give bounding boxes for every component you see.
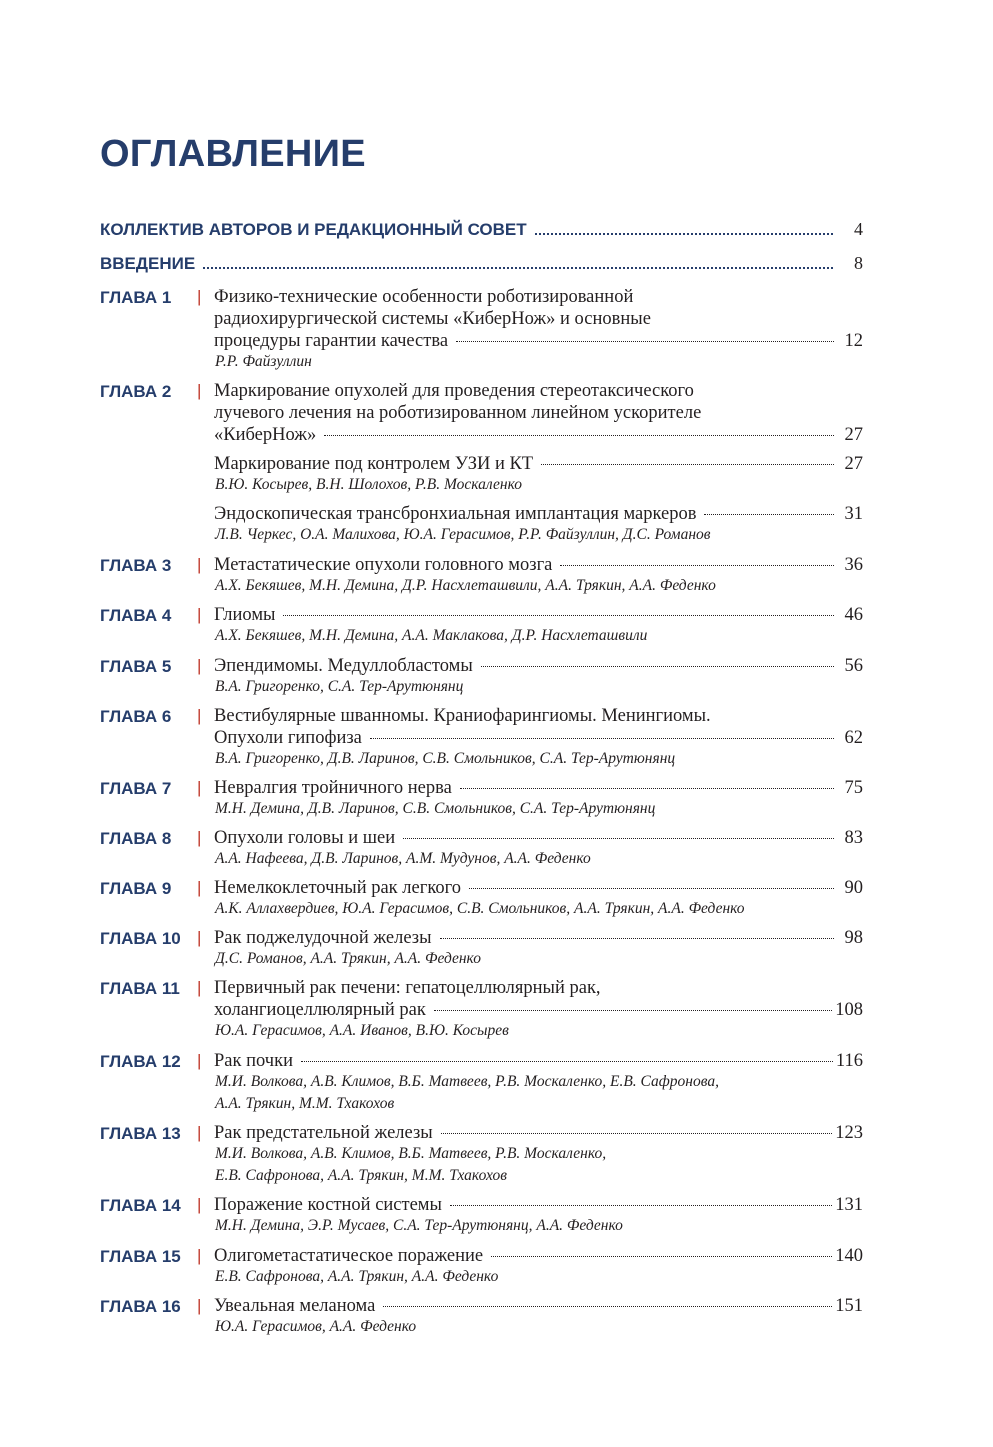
subsection-authors: В.Ю. Косырев, В.Н. Шолохов, Р.В. Москаленко: [215, 476, 523, 493]
page-number: 75: [844, 778, 863, 798]
toc-entry-introduction[interactable]: [100, 253, 863, 274]
entry-title: Невралгия тройничного нерва: [214, 778, 452, 798]
dot-leader: [383, 1306, 832, 1307]
dot-leader: [203, 267, 833, 269]
entry-title: Глиомы: [214, 605, 276, 625]
entry-title: Опухоли головы и шеи: [214, 828, 396, 848]
chapter-title-line[interactable]: Вестибулярные шванномы. Краниофарингиомы. Менингиомы.: [214, 706, 711, 726]
toc-entry-authors-board[interactable]: [100, 219, 863, 240]
chapter-title-14[interactable]: [214, 1194, 863, 1216]
dot-leader: [301, 1061, 833, 1062]
chapter-separator: |: [197, 978, 202, 997]
page-number: 8: [854, 253, 863, 273]
chapter-title-line[interactable]: Первичный рак печени: гепатоцеллюлярный рак,: [214, 978, 601, 998]
chapter-authors: Е.В. Сафронова, А.А. Трякин, М.М. Тхакохов: [215, 1167, 508, 1184]
chapter-separator: |: [197, 878, 202, 897]
chapter-authors: Д.С. Романов, А.А. Трякин, А.А. Феденко: [215, 950, 481, 967]
chapter-label: ГЛАВА 14: [100, 1196, 181, 1215]
chapter-authors: Ю.А. Герасимов, А.А. Иванов, В.Ю. Косырев: [215, 1022, 509, 1039]
chapter-authors: М.И. Волкова, А.В. Климов, В.Б. Матвеев, Р.В. Москаленко,: [215, 1145, 607, 1162]
chapter-title-line[interactable]: Физико-технические особенности роботизированной: [214, 287, 634, 307]
chapter-separator: |: [197, 656, 202, 675]
entry-title: Эндоскопическая трансбронхиальная имплантация маркеров: [214, 504, 697, 524]
chapter-label: ГЛАВА 15: [100, 1247, 181, 1266]
page-number: 98: [844, 928, 863, 948]
subsection-title[interactable]: [214, 453, 863, 475]
dot-leader: [434, 1010, 832, 1011]
dot-leader: [403, 838, 834, 839]
page-number: 83: [844, 828, 863, 848]
entry-title: Метастатические опухоли головного мозга: [214, 555, 553, 575]
page-number: 131: [835, 1195, 863, 1215]
entry-title: «КиберНож»: [214, 425, 317, 445]
chapter-separator: |: [197, 555, 202, 574]
dot-leader: [535, 233, 833, 235]
dot-leader: [541, 464, 834, 465]
chapter-title-16[interactable]: [214, 1295, 863, 1317]
chapter-label: ГЛАВА 13: [100, 1124, 181, 1143]
chapter-label: ГЛАВА 8: [100, 829, 172, 848]
chapter-title-6[interactable]: [214, 727, 863, 749]
page-number: 12: [844, 331, 863, 351]
page-number: 151: [835, 1296, 863, 1316]
chapter-authors: А.Х. Бекяшев, М.Н. Демина, Д.Р. Насхлеташвили, А.А. Трякин, А.А. Феденко: [215, 577, 716, 594]
chapter-authors: Е.В. Сафронова, А.А. Трякин, А.А. Феденко: [215, 1268, 499, 1285]
chapter-label: ГЛАВА 11: [100, 979, 180, 998]
page-number: 56: [844, 656, 863, 676]
chapter-separator: |: [197, 1296, 202, 1315]
dot-leader: [491, 1256, 832, 1257]
entry-title: Рак поджелудочной железы: [214, 928, 432, 948]
chapter-title-3[interactable]: [214, 554, 863, 576]
chapter-separator: |: [197, 828, 202, 847]
dot-leader: [460, 788, 834, 789]
chapter-authors: А.А. Нафеева, Д.В. Ларинов, А.М. Мудунов, А.А. Феденко: [215, 850, 591, 867]
chapter-authors: А.А. Трякин, М.М. Тхакохов: [215, 1095, 395, 1112]
entry-title: Увеальная меланома: [214, 1296, 376, 1316]
page-number: 123: [835, 1123, 863, 1143]
entry-title: процедуры гарантии качества: [214, 331, 449, 351]
chapter-title-12[interactable]: [214, 1050, 863, 1072]
chapter-authors: А.К. Аллахвердиев, Ю.А. Герасимов, С.В. Смольников, А.А. Трякин, А.А. Феденко: [215, 900, 745, 917]
entry-title: КОЛЛЕКТИВ АВТОРОВ И РЕДАКЦИОННЫЙ СОВЕТ: [100, 220, 527, 239]
chapter-separator: |: [197, 1123, 202, 1142]
chapter-label: ГЛАВА 16: [100, 1297, 181, 1316]
chapter-separator: |: [197, 928, 202, 947]
entry-title: Опухоли гипофиза: [214, 728, 362, 748]
dot-leader: [370, 738, 834, 739]
chapter-authors: Ю.А. Герасимов, А.А. Феденко: [215, 1318, 417, 1335]
page-number: 116: [835, 1051, 863, 1071]
chapter-label: ГЛАВА 9: [100, 879, 172, 898]
chapter-title-line[interactable]: лучевого лечения на роботизированном линейном ускорителе: [214, 403, 702, 423]
chapter-separator: |: [197, 706, 202, 725]
chapter-separator: |: [197, 381, 202, 400]
chapter-authors: Р.Р. Файзуллин: [215, 353, 312, 370]
entry-title: ВВЕДЕНИЕ: [100, 254, 196, 273]
chapter-label: ГЛАВА 4: [100, 606, 172, 625]
entry-title: холангиоцеллюлярный рак: [214, 1000, 426, 1020]
page-number: 36: [844, 555, 863, 575]
chapter-title-4[interactable]: [214, 604, 863, 626]
chapter-label: ГЛАВА 1: [100, 288, 172, 307]
subsection-title[interactable]: [214, 503, 863, 525]
chapter-label: ГЛАВА 5: [100, 657, 172, 676]
chapter-label: ГЛАВА 3: [100, 556, 172, 575]
chapter-title-11[interactable]: [214, 999, 863, 1021]
chapter-title-line[interactable]: радиохирургической системы «КиберНож» и основные: [214, 309, 651, 329]
toc-title: ОГЛАВЛЕНИЕ: [100, 133, 366, 175]
dot-leader: [560, 565, 834, 566]
chapter-title-9[interactable]: [214, 877, 863, 899]
dot-leader: [441, 1133, 833, 1134]
page-number: 90: [844, 878, 863, 898]
dot-leader: [704, 514, 834, 515]
page-number: 108: [835, 1000, 863, 1020]
entry-title: Рак почки: [214, 1051, 293, 1071]
chapter-title-7[interactable]: [214, 777, 863, 799]
chapter-authors: В.А. Григоренко, С.А. Тер-Арутюнянц: [215, 678, 464, 695]
dot-leader: [283, 615, 834, 616]
page-number: 140: [835, 1246, 863, 1266]
page-number: 27: [844, 425, 863, 445]
chapter-label: ГЛАВА 10: [100, 929, 181, 948]
chapter-authors: М.И. Волкова, А.В. Климов, В.Б. Матвеев, Р.В. Москаленко, Е.В. Сафронова,: [215, 1073, 719, 1090]
chapter-separator: |: [197, 605, 202, 624]
chapter-title-13[interactable]: [214, 1122, 863, 1144]
entry-title: Эпендимомы. Медуллобластомы: [214, 656, 473, 676]
chapter-title-2[interactable]: [214, 424, 863, 446]
page-number: 27: [844, 454, 863, 474]
chapter-title-line[interactable]: Маркирование опухолей для проведения стереотаксического: [214, 381, 694, 401]
chapter-title-15[interactable]: [214, 1245, 863, 1267]
page-number: 31: [844, 504, 863, 524]
entry-title: Маркирование под контролем УЗИ и КТ: [214, 454, 534, 474]
chapter-title-5[interactable]: [214, 655, 863, 677]
chapter-separator: |: [197, 778, 202, 797]
chapter-title-1[interactable]: [214, 330, 863, 352]
dot-leader: [440, 938, 834, 939]
dot-leader: [469, 888, 834, 889]
dot-leader: [450, 1205, 832, 1206]
chapter-authors: В.А. Григоренко, Д.В. Ларинов, С.В. Смольников, С.А. Тер-Арутюнянц: [215, 750, 676, 767]
chapter-authors: А.Х. Бекяшев, М.Н. Демина, А.А. Маклакова, Д.Р. Насхлеташвили: [215, 627, 648, 644]
page-number: 46: [844, 605, 863, 625]
chapter-label: ГЛАВА 7: [100, 779, 172, 798]
chapter-authors: М.Н. Демина, Э.Р. Мусаев, С.А. Тер-Арутюнянц, А.А. Феденко: [215, 1217, 623, 1234]
chapter-label: ГЛАВА 12: [100, 1052, 181, 1071]
chapter-title-10[interactable]: [214, 927, 863, 949]
chapter-label: ГЛАВА 6: [100, 707, 172, 726]
page-number: 4: [854, 219, 863, 239]
entry-title: Олигометастатическое поражение: [214, 1246, 484, 1266]
entry-title: Рак предстательной железы: [214, 1123, 433, 1143]
chapter-title-8[interactable]: [214, 827, 863, 849]
subsection-authors: Л.В. Черкес, О.А. Малихова, Ю.А. Герасимов, Р.Р. Файзуллин, Д.С. Романов: [215, 526, 711, 543]
dot-leader: [456, 341, 834, 342]
chapter-authors: М.Н. Демина, Д.В. Ларинов, С.В. Смольников, С.А. Тер-Арутюнянц: [215, 800, 656, 817]
entry-title: Поражение костной системы: [214, 1195, 442, 1215]
chapter-separator: |: [197, 1246, 202, 1265]
page-number: 62: [844, 728, 863, 748]
chapter-separator: |: [197, 1051, 202, 1070]
chapter-label: ГЛАВА 2: [100, 382, 172, 401]
dot-leader: [481, 666, 834, 667]
chapter-separator: |: [197, 287, 202, 306]
entry-title: Немелкоклеточный рак легкого: [214, 878, 462, 898]
dot-leader: [324, 435, 834, 436]
chapter-separator: |: [197, 1195, 202, 1214]
